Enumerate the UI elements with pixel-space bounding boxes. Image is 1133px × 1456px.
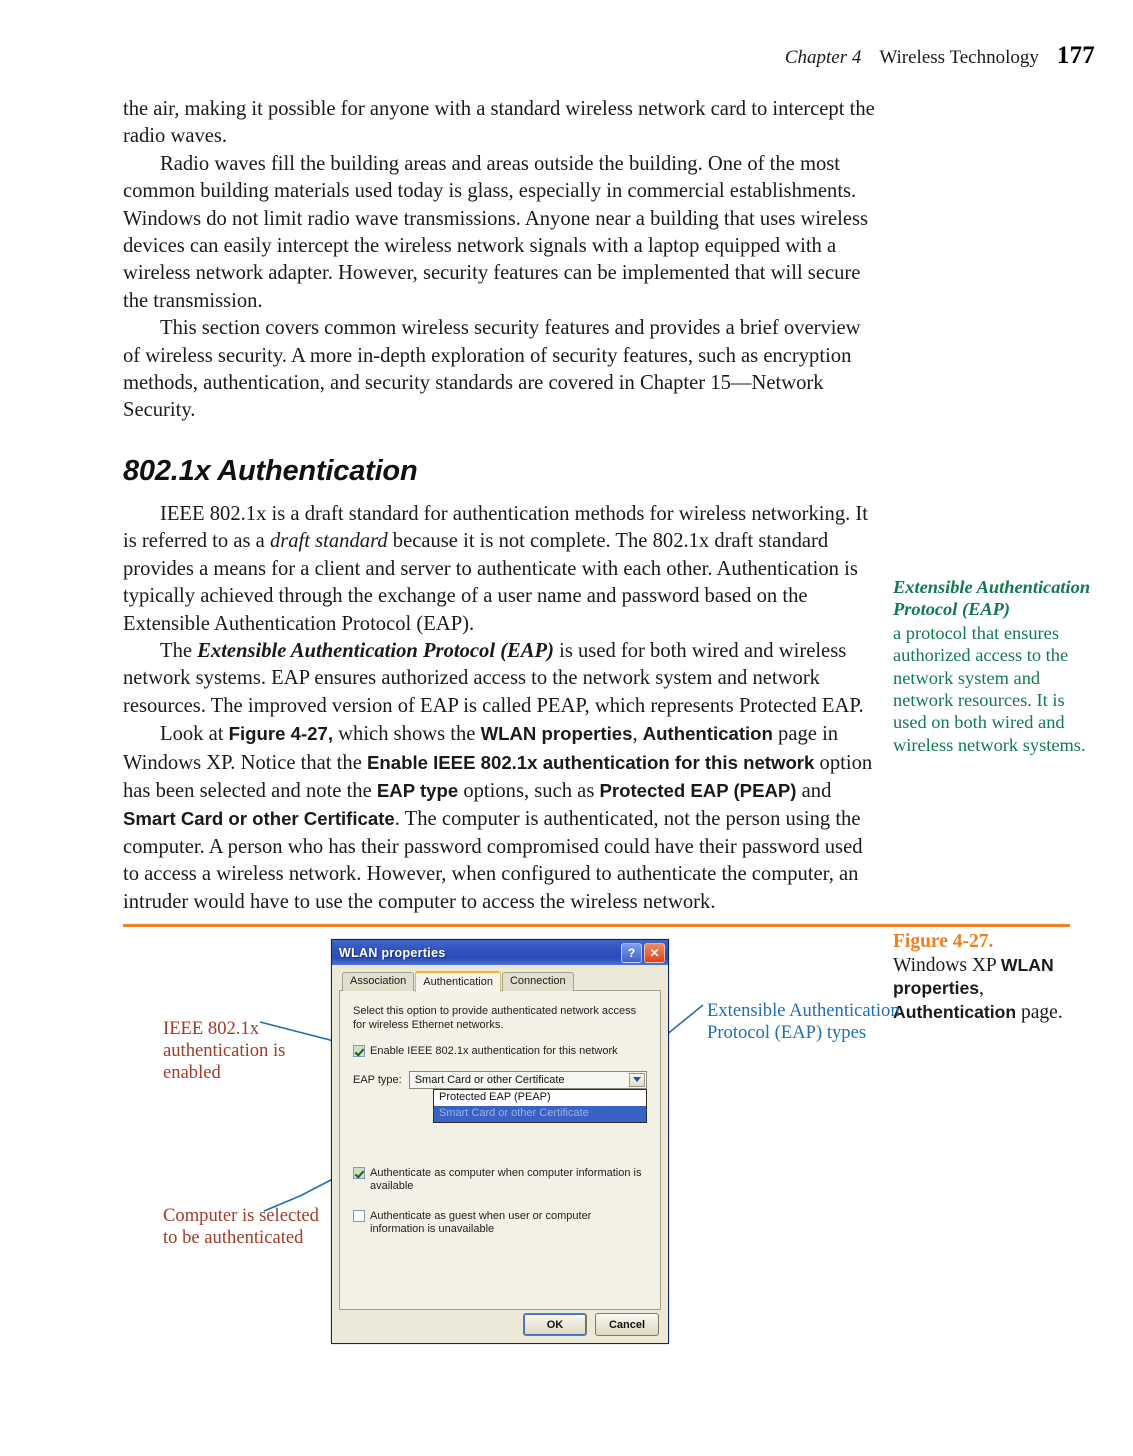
look-part-7: and [796,779,832,802]
running-head [785,42,1095,70]
term-eap: Extensible Authentication Protocol (EAP) [197,639,554,662]
look-part-5: option has been selected and note the [123,751,873,802]
page-number: 177 [1056,42,1095,69]
enable-8021x-label: Enable IEEE 802.1x authentication for this network [370,1045,618,1057]
paragraph-radio-waves: Radio waves fill the building areas and areas outside the building. One of the most common building materials used today is glass, especially in commercial establishments. Windows do not limit radio wave transmissions. Anyone near a building that uses wireless devices can easily intercept the wireless network signals with a laptop equipped with a wireless network adapter. However, security features can be implemented that will secure the transmission. [123,152,869,312]
look-part-3: , [632,723,643,746]
ui-label-wlan-properties: WLAN properties [480,723,633,745]
margin-definition-term: Extensible Authentication Protocol (EAP) [893,577,1091,620]
eap-type-combobox[interactable] [409,1071,647,1089]
enable-8021x-checkbox[interactable] [353,1045,365,1057]
look-part-6: options, such as [458,779,600,802]
ui-label-authentication: Authentication [642,723,773,745]
ui-label-smart-card: Smart Card or other Certificate [123,808,395,830]
authentication-panel [339,990,661,1310]
eap-option-smart-card[interactable]: Smart Card or other Certificate [434,1106,646,1122]
para-ieee-part-a: IEEE 802.1x is a draft standard for authentication methods for wireless networking. It is referred to as a [123,502,869,553]
eap-type-row [353,1071,647,1119]
enable-8021x-row[interactable] [353,1045,647,1059]
eap-type-value: Smart Card or other Certificate [414,1073,565,1086]
tab-authentication[interactable]: Authentication [415,971,501,992]
eap-option-protected-eap[interactable]: Protected EAP (PEAP) [439,1090,551,1103]
chevron-down-icon[interactable] [629,1073,645,1087]
main-text-column [123,96,878,916]
dialog-action-buttons [523,1313,659,1336]
help-icon[interactable]: ? [621,943,642,963]
figure-caption [893,930,1103,1024]
section-heading-8021x: 802.1x Authentication [123,454,418,487]
wlan-properties-dialog [331,939,669,1344]
figure-caption-part-2: , [979,978,984,999]
paragraph-section-overview: This section covers common wireless security features and provides a brief overview of wireless security. A more in-depth exploration of security features, such as encryption methods, authentication, and security standards are covered in Chapter 15—Network Security. [123,317,861,422]
figure-ref: Figure 4-27, [228,723,334,745]
authenticate-guest-label: Authenticate as guest when user or computer information is unavailable [370,1209,592,1235]
ui-label-eap-type: EAP type [376,779,459,801]
figure-caption-part-1: Windows XP [893,954,1001,976]
paragraph-eap [123,638,878,720]
figure-caption-bold-auth: Authentication [893,1001,1017,1022]
dialog-button-bar [332,1307,668,1343]
margin-definition-text: a protocol that ensures authorized access to the network system and network resources. It is used on both wired and wireless network systems. [893,622,1086,755]
cancel-button[interactable]: Cancel [595,1313,659,1336]
figure-caption-number: Figure 4-27. [893,931,994,952]
dialog-tabs [339,971,661,991]
figure-divider-rule [123,924,1070,927]
dialog-body [332,965,668,1343]
dialog-title: WLAN properties [339,945,446,960]
tab-association[interactable]: Association [342,972,414,991]
panel-description: Select this option to provide authenticated network access for wireless Ethernet networks. [353,1005,637,1031]
running-head-chapter-title: Wireless Technology [879,47,1039,68]
callout-eap-types: Extensible Authentication Protocol (EAP) types [707,1000,900,1043]
para-eap-part-b: is used for both wired and wireless network systems. EAP ensures authorized access to the network system and network resources. The improved version of EAP is called PEAP, which represents Protected EAP. [123,639,864,717]
margin-definition [893,576,1093,756]
callout-computer-authenticated: Computer is selected to be authenticated [163,1205,319,1248]
ui-label-protected-eap: Protected EAP (PEAP) [599,779,797,801]
paragraph-ieee-8021x [123,501,878,638]
paragraph-look-at-figure [123,720,878,916]
authenticate-guest-checkbox[interactable] [353,1210,365,1222]
figure-caption-bold-wlan: WLAN properties [893,954,1054,998]
authenticate-computer-label: Authenticate as computer when computer information is available [370,1166,642,1192]
running-head-chapter-number: Chapter 4 [784,47,862,68]
look-part-2: which shows the [333,723,481,746]
authenticate-guest-row[interactable] [353,1210,608,1237]
eap-type-label: EAP type: [353,1073,402,1086]
ok-button[interactable]: OK [523,1313,587,1336]
close-icon[interactable]: ✕ [644,943,665,963]
callout-ieee-enabled: IEEE 802.1x authentication is enabled [163,1018,286,1083]
eap-type-dropdown-list[interactable] [433,1089,647,1123]
authenticate-computer-checkbox[interactable] [353,1167,365,1179]
para-eap-part-a: The [160,639,198,662]
ui-label-enable-8021x: Enable IEEE 802.1x authentication for this network [366,751,815,773]
authenticate-computer-row[interactable] [353,1167,647,1194]
look-part-1: Look at [160,723,229,746]
dialog-title-bar [332,940,668,965]
para-ieee-part-b: because it is not complete. The 802.1x draft standard provides a means for a client and server to authenticate with each other. Authentication is typically achieved through the exchange of a user name and password based on the Extensible Authentication Protocol (EAP). [123,530,858,635]
figure-caption-part-3: page. [1016,1001,1063,1023]
paragraph-continued: the air, making it possible for anyone with a standard wireless network card to intercept the radio waves. [123,98,875,148]
look-part-4: page in Windows XP. Notice that the [123,723,839,774]
tab-connection[interactable]: Connection [502,972,574,991]
term-draft-standard: draft standard [269,530,388,553]
look-part-8: . The computer is authenticated, not the person using the computer. A person who has their password compromised could have their password used to access a wireless network. However, when configured to authenticate the computer, an intruder would have to use the computer to access the wireless network. [123,808,863,913]
